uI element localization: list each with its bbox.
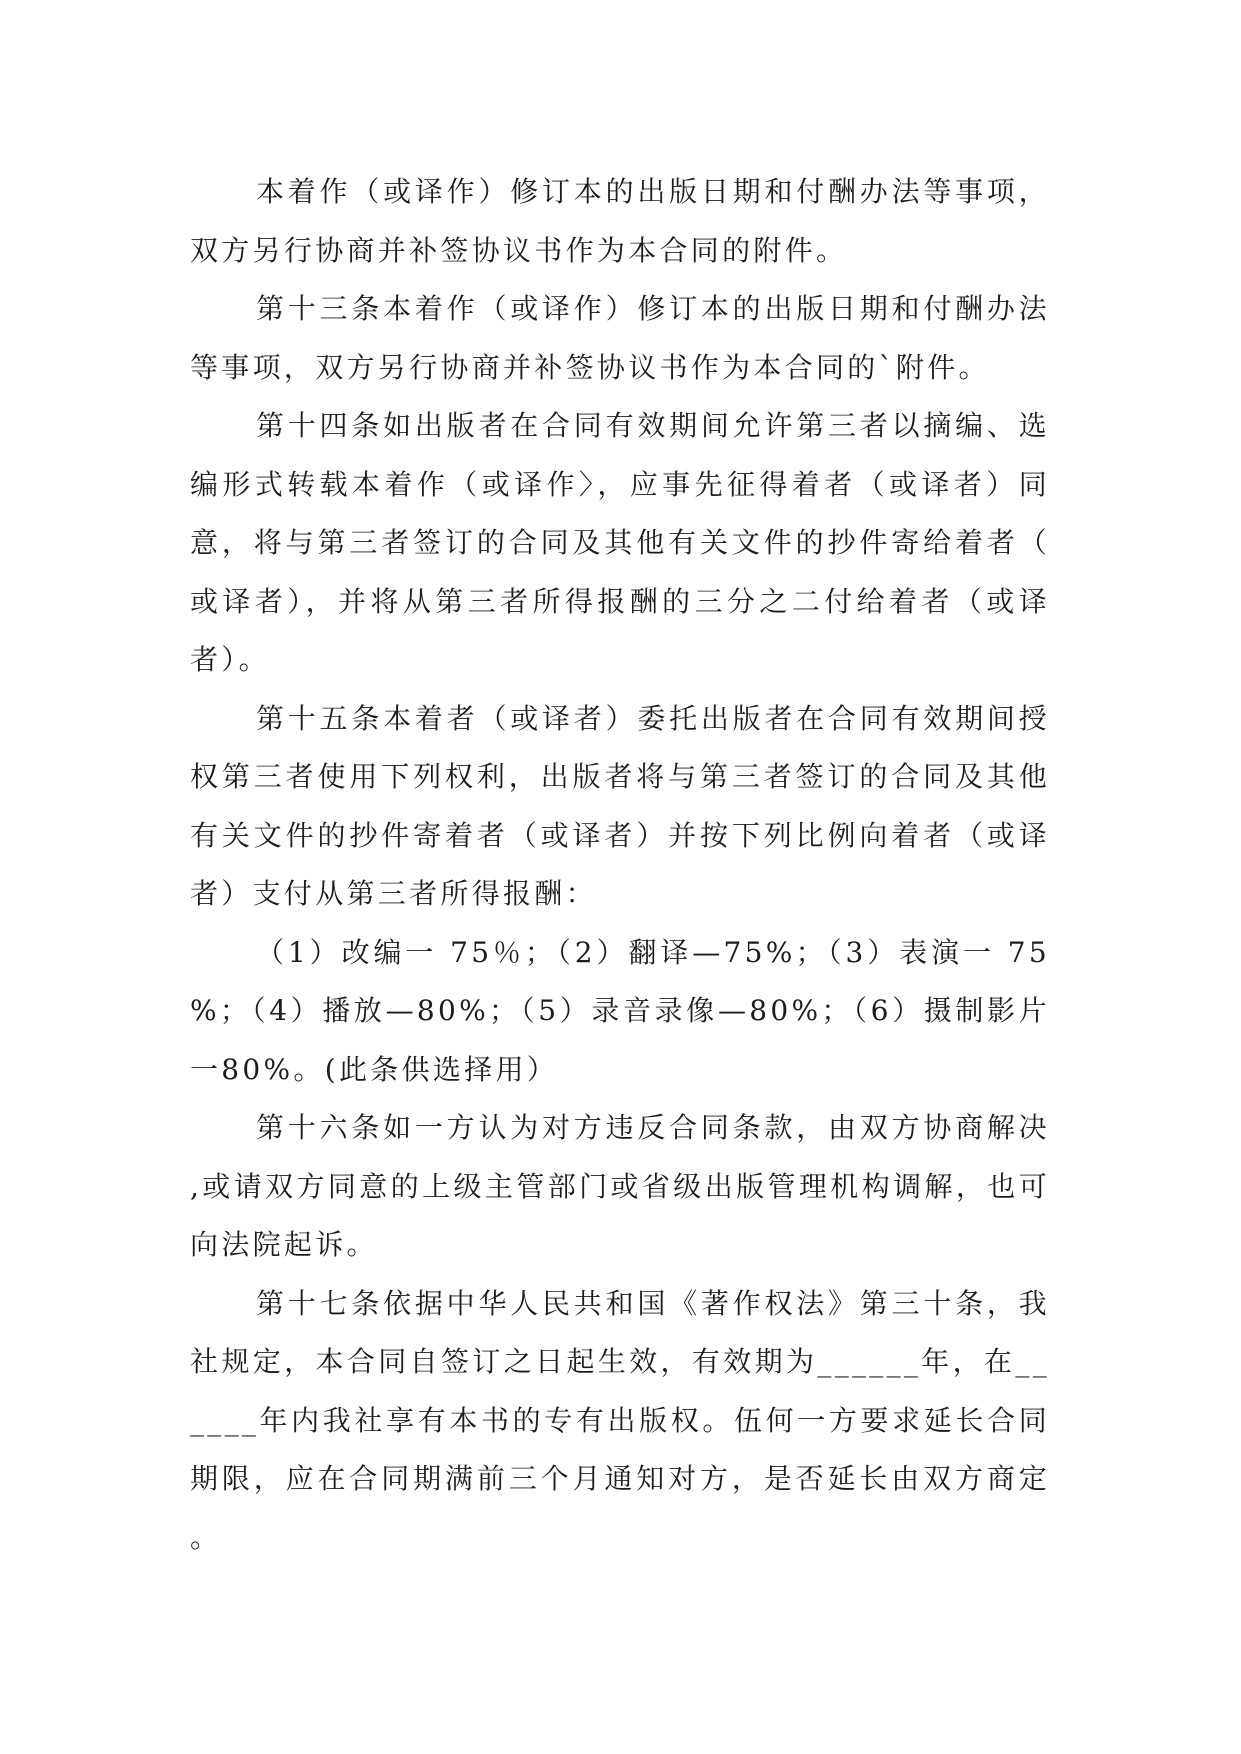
paragraph-article-14: 第十四条如出版者在合同有效期间允许第三者以摘编、选编形式转载本着作（或译作〉，应事先征得着者（或译者）同意，将与第三者签订的合同及其他有关文件的抄件寄给着者（或译者），并将从第三者所得报酬的三分之二付给着者（或译者）。	[190, 409, 1050, 676]
paragraph-article-17: 第十七条依据中华人民共和国《著作权法》第三十条，我社规定，本合同自签订之日起生效，有效期为______年，在______年内我社享有本书的专有出版权。伍何一方要求延长合同期限，应在合同期满前三个月通知对方，是否延长由双方商定。	[190, 1286, 1050, 1554]
paragraph-article-15: 第十五条本着者（或译者）委托出版者在合同有效期间授权第三者使用下列权利，出版者将与第三者签订的合同及其他有关文件的抄件寄着者（或译者）并按下列比例向着者（或译者）支付从第三者所得报酬：	[190, 701, 1050, 910]
document-body	[190, 163, 1050, 1567]
paragraph-royalty-ratios: （1）改编一 75％；（2）翻译—75%；（3）表演一 75%；（4）播放—80%；（5）录音录像—80%；（6）摄制影片一80%。(此条供选择用）	[190, 935, 1050, 1086]
paragraph-revision-terms: 本着作（或译作）修订本的出版日期和付酬办法等事项，双方另行协商并补签协议书作为本合同的附件。	[190, 175, 1050, 267]
paragraph-article-13: 第十三条本着作（或译作）修订本的出版日期和付酬办法等事项，双方另行协商并补签协议书作为本合同的`附件。	[190, 292, 1050, 384]
paragraph-article-16: 第十六条如一方认为对方违反合同条款，由双方协商解决,或请双方同意的上级主管部门或省级出版管理机构调解，也可向法院起诉。	[190, 1111, 1050, 1261]
